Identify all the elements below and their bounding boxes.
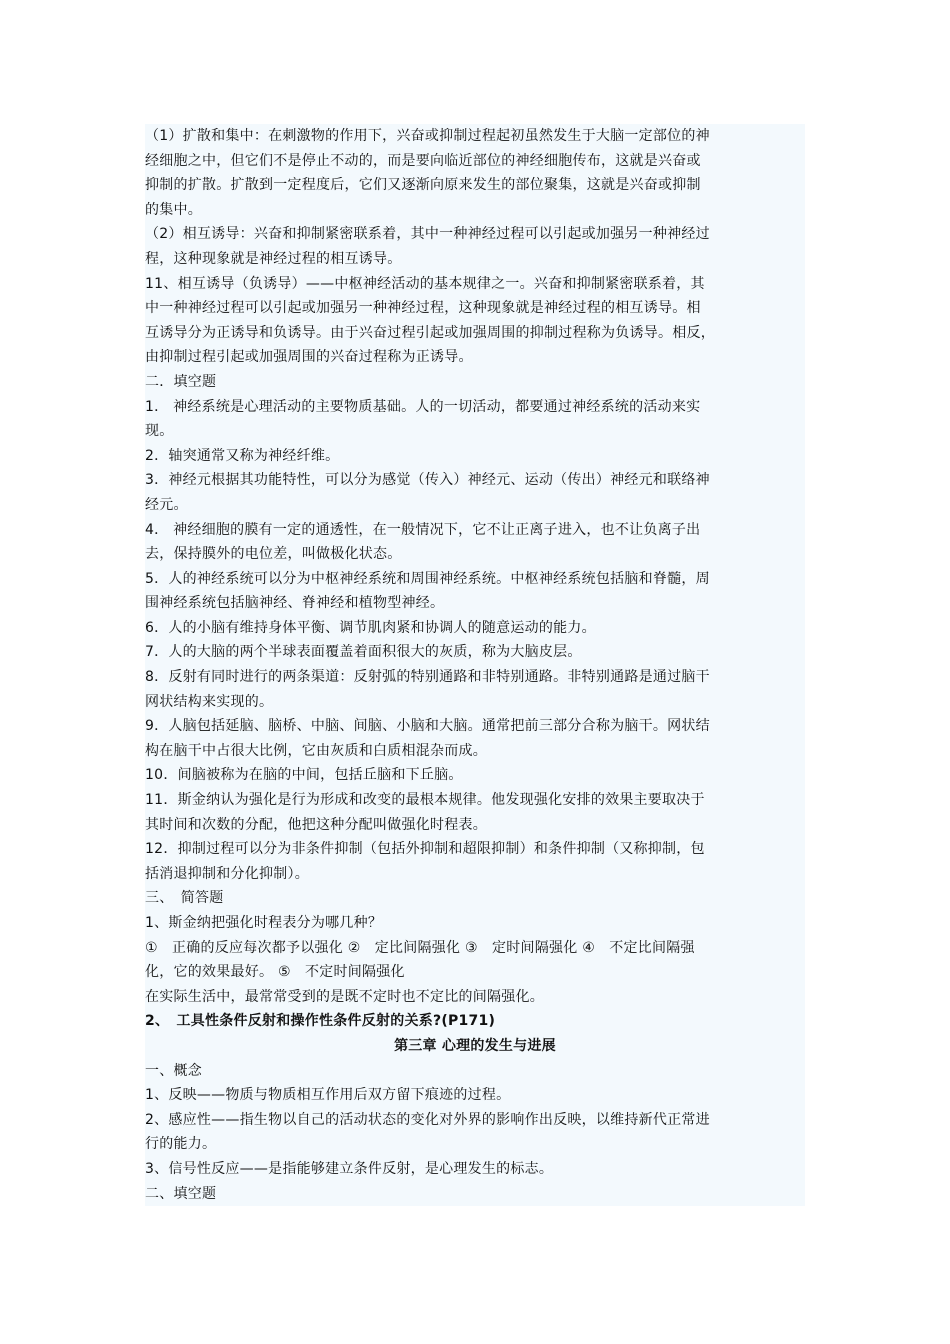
text-line: 5．人的神经系统可以分为中枢神经系统和周围神经系统。中枢神经系统包括脑和脊髓，周 xyxy=(145,570,710,587)
text-line: （1）扩散和集中：在刺激物的作用下，兴奋或抑制过程起初虽然发生于大脑一定部位的神 xyxy=(145,128,710,144)
text-line: 其时间和次数的分配，他把这种分配叫做强化时程表。 xyxy=(145,816,487,833)
text-line: 7．人的大脑的两个半球表面覆盖着面积很大的灰质，称为大脑皮层。 xyxy=(145,644,582,661)
section-heading: 三、 简答题 xyxy=(145,890,224,907)
section-heading: 二．填空题 xyxy=(145,373,217,390)
text-line: 11．斯金纳认为强化是行为形成和改变的最根本规律。他发现强化安排的效果主要取决于 xyxy=(145,792,705,809)
text-line: 6．人的小脑有维持身体平衡、调节肌肉紧和协调人的随意运动的能力。 xyxy=(145,619,596,636)
text-line: 抑制的扩散。扩散到一定程度后，它们又逐渐向原来发生的部位聚集，这就是兴奋或抑制 xyxy=(145,177,701,194)
text-line: 行的能力。 xyxy=(145,1136,217,1153)
text-line: 2、感应性——指生物以自己的活动状态的变化对外界的影响作出反映，以维持新代正常进 xyxy=(145,1111,710,1128)
text-line: 3、信号性反应——是指能够建立条件反射，是心理发生的标志。 xyxy=(145,1160,554,1177)
document-page xyxy=(145,124,805,1206)
text-line: 12．抑制过程可以分为非条件抑制（包括外抑制和超限抑制）和条件抑制（又称抑制，包 xyxy=(145,841,705,858)
text-line: ① 正确的反应每次都予以强化 ② 定比间隔强化 ③ 定时间隔强化 ④ 不定比间隔强 xyxy=(145,939,695,956)
text-line: 经细胞之中，但它们不是停止不动的，而是要向临近部位的神经细胞传布，这就是兴奋或 xyxy=(145,152,701,169)
text-line: 1、斯金纳把强化时程表分为哪几种？ xyxy=(145,915,383,931)
text-line: 围神经系统包括脑神经、脊神经和植物型神经。 xyxy=(145,595,445,612)
text-line: 现。 xyxy=(145,423,174,440)
text-line: 互诱导分为正诱导和负诱导。由于兴奋过程引起或加强周围的抑制过程称为负诱导。相反， xyxy=(145,324,715,341)
text-line: 程，这种现象就是神经过程的相互诱导。 xyxy=(145,250,402,267)
text-line: 1、反映——物质与物质相互作用后双方留下痕迹的过程。 xyxy=(145,1087,511,1104)
text-line: 9．人脑包括延脑、脑桥、中脑、间脑、小脑和大脑。通常把前三部分合称为脑干。网状结 xyxy=(145,718,710,735)
chapter-title: 第三章 心理的发生与进展 xyxy=(394,1037,556,1054)
text-line: 括消退抑制和分化抑制）。 xyxy=(145,865,309,882)
text-line: 去，保持膜外的电位差，叫做极化状态。 xyxy=(145,546,402,563)
question-heading: 2、 工具性条件反射和操作性条件反射的关系?(P171) xyxy=(145,1013,496,1030)
text-line: （2）相互诱导：兴奋和抑制紧密联系着，其中一种神经过程可以引起或加强另一种神经过 xyxy=(145,226,710,243)
text-line: 2．轴突通常又称为神经纤维。 xyxy=(145,447,340,464)
text-line: 由抑制过程引起或加强周围的兴奋过程称为正诱导。 xyxy=(145,349,473,366)
text-line: 4． 神经细胞的膜有一定的通透性，在一般情况下，它不让正离子进入，也不让负离子出 xyxy=(145,521,701,538)
text-line: 8．反射有同时进行的两条渠道：反射弧的特别通路和非特别通路。非特别通路是通过脑干 xyxy=(145,669,710,686)
section-heading: 一、概念 xyxy=(145,1062,202,1079)
text-line: 10．间脑被称为在脑的中间，包括丘脑和下丘脑。 xyxy=(145,767,463,784)
text-line: 网状结构来实现的。 xyxy=(145,693,274,710)
text-line: 的集中。 xyxy=(145,201,202,218)
section-heading: 二、填空题 xyxy=(145,1185,217,1202)
text-line: 经元。 xyxy=(145,496,188,513)
text-line: 化，它的效果最好。 ⑤ 不定时间隔强化 xyxy=(145,964,405,981)
text-line: 中一种神经过程可以引起或加强另一种神经过程，这种现象就是神经过程的相互诱导。相 xyxy=(145,300,701,317)
text-line: 11、相互诱导（负诱导）——中枢神经活动的基本规律之一。兴奋和抑制紧密联系着，其 xyxy=(145,275,705,292)
text-line: 3．神经元根据其功能特性，可以分为感觉（传入）神经元、运动（传出）神经元和联络神 xyxy=(145,472,710,489)
text-line: 在实际生活中，最常常受到的是既不定时也不定比的间隔强化。 xyxy=(145,988,544,1005)
text-line: 构在脑干中占很大比例，它由灰质和白质相混杂而成。 xyxy=(145,742,487,759)
text-line: 1． 神经系统是心理活动的主要物质基础。人的一切活动，都要通过神经系统的活动来实 xyxy=(145,398,701,415)
